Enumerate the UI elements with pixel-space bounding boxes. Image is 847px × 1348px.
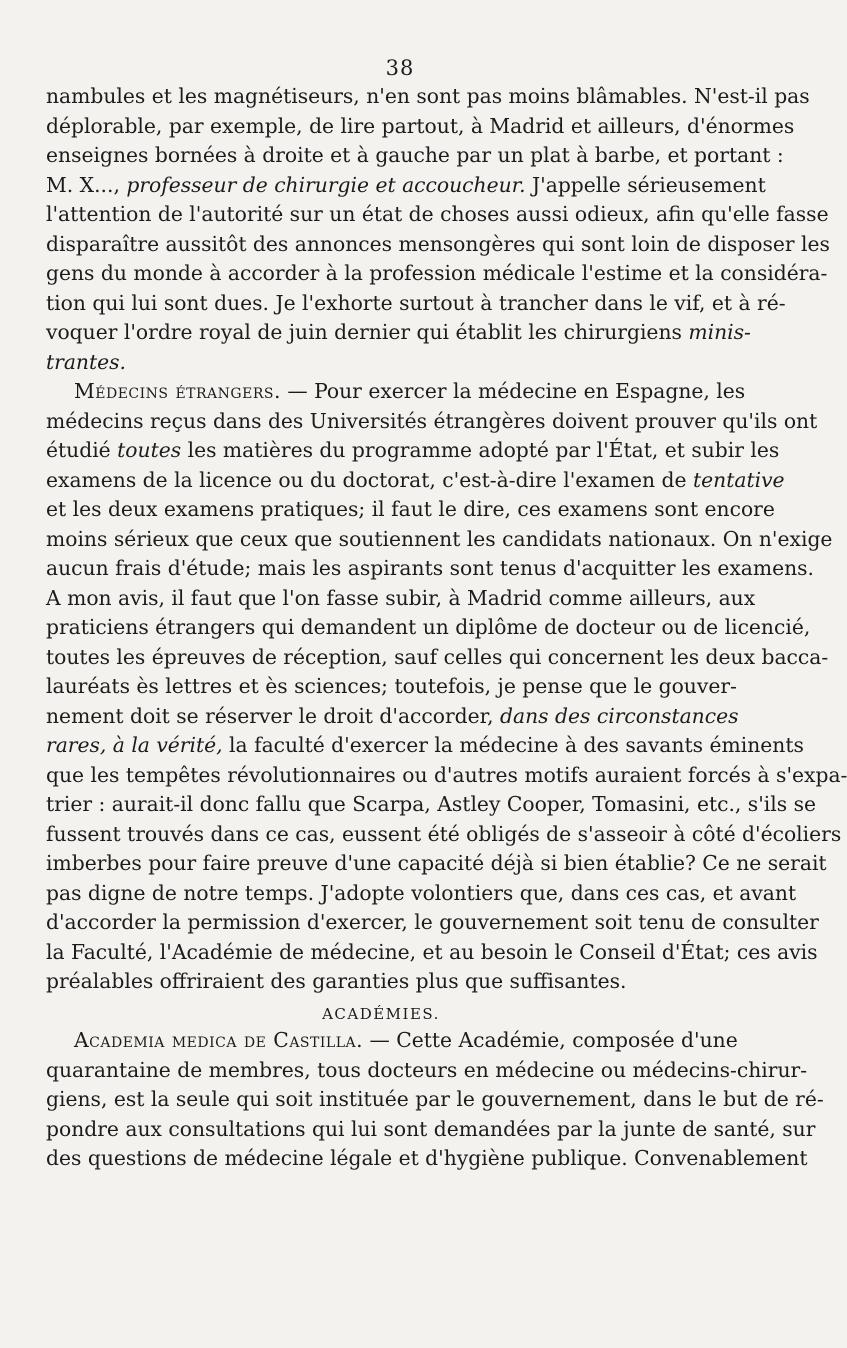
- text-fragment: la faculté d'exercer la médecine à des savants éminents: [229, 733, 804, 757]
- text-line: pondre aux consultations qui lui sont demandées par la junte de santé, sur: [46, 1116, 816, 1141]
- text-line: médecins reçus dans des Universités étrangères doivent prouver qu'ils ont: [46, 408, 818, 433]
- text-line: l'attention de l'autorité sur un état de choses aussi odieux, afin qu'elle fasse: [46, 202, 829, 226]
- text-line: tion qui lui sont dues. Je l'exhorte surtout à trancher dans le vif, et à ré-: [46, 290, 786, 315]
- text-line: gens du monde à accorder à la profession médicale l'estime et la considéra-: [46, 261, 828, 285]
- text-line: imberbes pour faire preuve d'une capacité déjà si bien établie? Ce ne serait: [46, 851, 827, 875]
- text-fragment: étudié: [46, 438, 111, 462]
- text-fragment: M. X...,: [46, 172, 120, 197]
- text-fragment: — Pour exercer la médecine en Espagne, les: [287, 379, 746, 403]
- run-in-heading: Academia medica de Castilla.: [74, 1028, 364, 1052]
- text-line: [46, 702, 739, 732]
- text-line: [46, 731, 804, 761]
- text-line: moins sérieux que ceux que soutiennent les candidats nationaux. On n'exige: [46, 526, 833, 551]
- text-line: pas digne de notre temps. J'adopte volontiers que, dans ces cas, et avant: [46, 880, 797, 905]
- text-line: d'accorder la permission d'exercer, le gouvernement soit tenu de consulter: [46, 910, 819, 934]
- text-line: préalables offriraient des garanties plus que suffisantes.: [46, 969, 627, 993]
- text-line: [46, 466, 785, 496]
- text-line: enseignes bornées à droite et à gauche par un plat à barbe, et portant :: [46, 143, 784, 167]
- text-line: [46, 377, 746, 407]
- page-number: 38: [385, 56, 415, 80]
- text-line: A mon avis, il faut que l'on fasse subir, à Madrid comme ailleurs, aux: [46, 585, 756, 610]
- text-line: lauréats ès lettres et ès sciences; toutefois, je pense que le gouver-: [46, 674, 737, 698]
- text-line: giens, est la seule qui soit instituée par le gouvernement, dans le but de ré-: [46, 1087, 824, 1111]
- text-fragment: nement doit se réserver le droit d'accorder,: [46, 703, 494, 728]
- italic-fragment: minis-: [688, 320, 751, 344]
- italic-fragment: rares, à la vérité,: [46, 733, 223, 757]
- text-fragment: voquer l'ordre royal de juin dernier qui établit les chirurgiens: [46, 320, 682, 344]
- text-line: [46, 318, 751, 348]
- body-text: [46, 82, 847, 1174]
- text-line: que les tempêtes révolutionnaires ou d'autres motifs auraient forcés à s'expa-: [46, 762, 847, 787]
- italic-fragment: tentative: [692, 467, 785, 492]
- text-fragment: — Cette Académie, composée d'une: [369, 1028, 738, 1052]
- italic-fragment: dans des circonstances: [500, 703, 739, 728]
- text-line: quarantaine de membres, tous docteurs en médecine ou médecins-chirur-: [46, 1057, 808, 1082]
- text-line: des questions de médecine légale et d'hygiène publique. Convenablement: [46, 1146, 808, 1170]
- text-line: disparaître aussitôt des annonces mensongères qui sont loin de disposer les: [46, 231, 830, 256]
- italic-fragment: toutes: [117, 438, 182, 462]
- text-line: [46, 436, 780, 466]
- text-line: [46, 171, 766, 201]
- text-line: [46, 1026, 738, 1056]
- text-fragment: examens de la licence ou du doctorat, c'est-à-dire l'examen de: [46, 467, 687, 492]
- run-in-heading: Médecins étrangers.: [74, 379, 281, 403]
- text-line: la Faculté, l'Académie de médecine, et au besoin le Conseil d'État; ces avis: [46, 939, 818, 964]
- text-line: et les deux examens pratiques; il faut le dire, ces examens sont encore: [46, 497, 775, 521]
- text-line: déplorable, par exemple, de lire partout, à Madrid et ailleurs, d'énormes: [46, 113, 795, 138]
- text-line: aucun frais d'étude; mais les aspirants sont tenus d'acquitter les examens.: [46, 556, 815, 580]
- section-heading: ACADÉMIES.: [322, 1004, 440, 1023]
- italic-fragment: professeur de chirurgie et accoucheur.: [126, 172, 526, 197]
- text-fragment: les matières du programme adopté par l'État, et subir les: [187, 438, 780, 462]
- text-line: trier : aurait-il donc fallu que Scarpa, Astley Cooper, Tomasini, etc., s'ils se: [46, 792, 817, 816]
- text-line: nambules et les magnétiseurs, n'en sont pas moins blâmables. N'est-il pas: [46, 84, 810, 108]
- text-fragment: J'appelle sérieusement: [532, 172, 766, 197]
- text-line: trantes.: [46, 349, 127, 374]
- text-line: fussent trouvés dans ce cas, eussent été obligés de s'asseoir à côté d'écoliers: [46, 821, 842, 846]
- text-line: praticiens étrangers qui demandent un diplôme de docteur ou de licencié,: [46, 615, 811, 639]
- text-line: toutes les épreuves de réception, sauf celles qui concernent les deux bacca-: [46, 644, 829, 669]
